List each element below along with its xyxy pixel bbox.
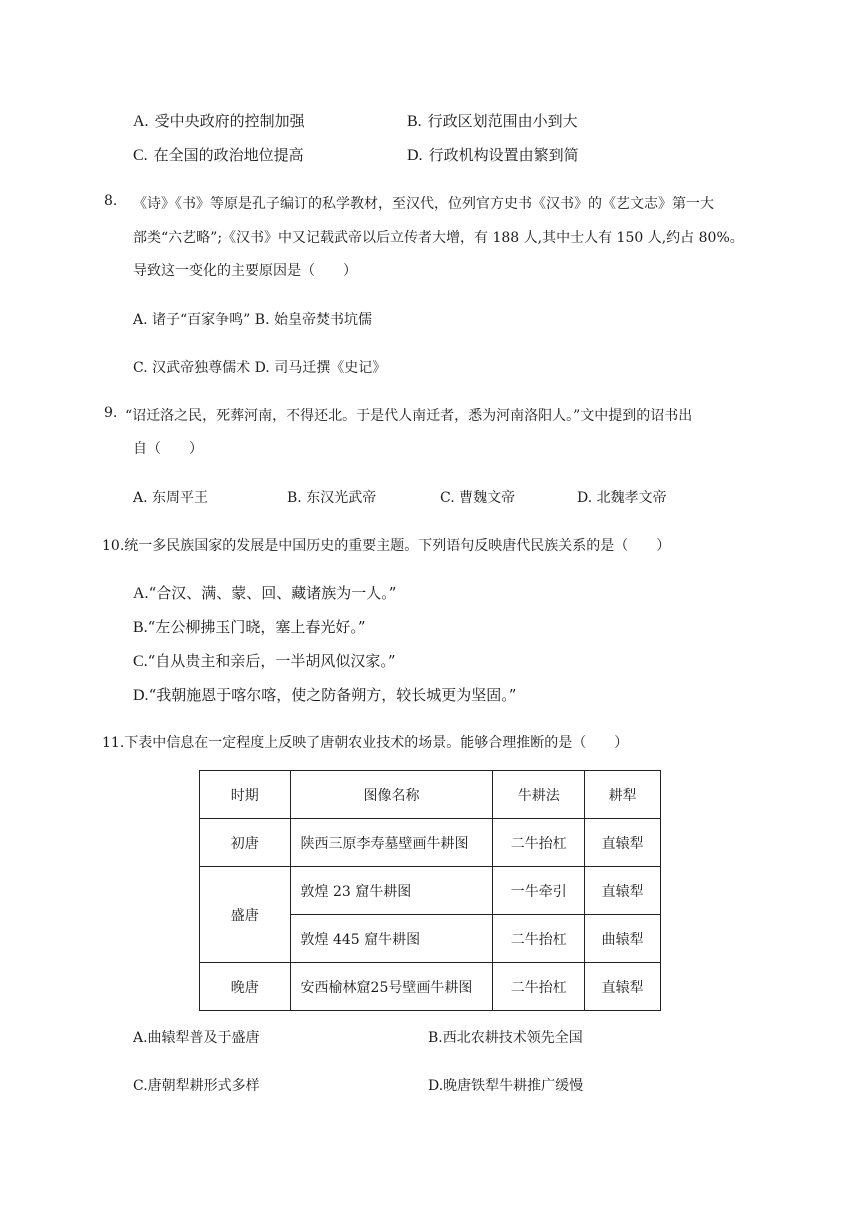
- q8-stem-line-2: 部类“六艺略”;《汉书》中又记载武帝以后立传者大增，有 188 人,其中士人有 150 人,约占 80%。: [133, 230, 744, 246]
- table-cell: 敦煌 445 窟牛耕图: [290, 915, 493, 963]
- q8-number: 8.: [104, 193, 118, 209]
- q10-option-b: B.“左公柳拂玉门晓，塞上春光好。”: [133, 618, 366, 636]
- table-cell: 直辕犁: [585, 867, 661, 915]
- q8-options-row-2: C. 汉武帝独尊儒术 D. 司马迁撰《史记》: [133, 360, 387, 376]
- q7-option-b: B. 行政区划范围由小到大: [407, 112, 578, 130]
- q10-option-a: A.“合汉、满、蒙、回、藏诸族为一人。”: [133, 584, 397, 602]
- q10-option-d: D.“我朝施恩于喀尔喀，使之防备朔方，较长城更为坚固。”: [133, 686, 517, 704]
- table-cell: 二牛抬杠: [493, 915, 585, 963]
- table-cell: 二牛抬杠: [493, 819, 585, 867]
- table-header-cell: 耕犁: [585, 771, 661, 819]
- table-header-cell: 牛耕法: [493, 771, 585, 819]
- table-cell: 直辕犁: [585, 819, 661, 867]
- table-row: [200, 867, 661, 915]
- table-header-cell: 时期: [200, 771, 291, 819]
- q9-option-c: C. 曹魏文帝: [440, 490, 516, 506]
- table-period-cell: 盛唐: [200, 867, 291, 963]
- q8-options-row-1: A. 诸子“百家争鸣” B. 始皇帝焚书坑儒: [133, 312, 372, 328]
- table-cell: 陕西三原李寿墓壁画牛耕图: [290, 819, 493, 867]
- table-header-row: [200, 771, 661, 819]
- table-cell: 一牛牵引: [493, 867, 585, 915]
- q11-table: [199, 770, 661, 1011]
- q9-option-d: D. 北魏孝文帝: [577, 490, 667, 506]
- q9-stem-line-2: 自（ ）: [133, 441, 203, 457]
- table-cell: 敦煌 23 窟牛耕图: [290, 867, 493, 915]
- q8-stem-line-3: 导致这一变化的主要原因是（ ）: [133, 263, 357, 279]
- table-row: [200, 963, 661, 1011]
- q9-number: 9.: [104, 405, 118, 421]
- q11-option-b: B.西北农耕技术领先全国: [428, 1030, 583, 1046]
- q9-option-b: B. 东汉光武帝: [287, 490, 377, 506]
- q10-option-c: C.“自从贵主和亲后，一半胡风似汉家。”: [133, 652, 396, 670]
- table-cell: 二牛抬杠: [493, 963, 585, 1011]
- q9-stem-line-1: “诏迁洛之民，死葬河南，不得还北。于是代人南迁者，悉为河南洛阳人。”文中提到的诏书出: [125, 408, 693, 424]
- table-cell: 安西榆林窟25号壁画牛耕图: [290, 963, 493, 1011]
- q11-option-d: D.晚唐铁犁牛耕推广缓慢: [428, 1078, 584, 1094]
- table-period-cell: 初唐: [200, 819, 291, 867]
- q7-option-a: A. 受中央政府的控制加强: [133, 112, 305, 130]
- q10-stem: 10.统一多民族国家的发展是中国历史的重要主题。下列语句反映唐代民族关系的是（ ）: [102, 538, 671, 554]
- q9-option-a: A. 东周平王: [133, 490, 209, 506]
- table-cell: 直辕犁: [585, 963, 661, 1011]
- q7-option-c: C. 在全国的政治地位提高: [133, 146, 304, 164]
- q11-option-a: A.曲辕犁普及于盛唐: [133, 1030, 260, 1046]
- q8-stem-line-1: 《诗》《书》等原是孔子编订的私学教材，至汉代，位列官方史书《汉书》的《艺文志》第一大: [133, 196, 714, 212]
- table-row: [200, 819, 661, 867]
- q7-option-d: D. 行政机构设置由繁到简: [407, 146, 579, 164]
- q11-stem: 11.下表中信息在一定程度上反映了唐朝农业技术的场景。能够合理推断的是（ ）: [102, 735, 629, 751]
- table-cell: 曲辕犁: [585, 915, 661, 963]
- q11-option-c: C.唐朝犁耕形式多样: [133, 1078, 260, 1094]
- table-header-cell: 图像名称: [290, 771, 493, 819]
- table-period-cell: 晚唐: [200, 963, 291, 1011]
